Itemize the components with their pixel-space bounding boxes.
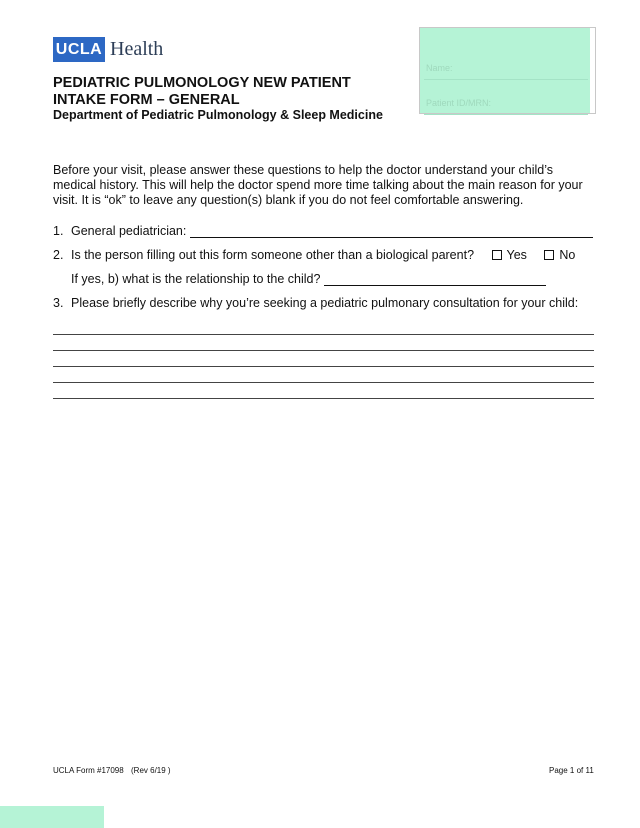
patient-id-label: Patient ID/MRN: [426, 98, 492, 108]
consultation-reason-line-1[interactable] [53, 334, 594, 335]
question-2-followup-text: If yes, b) what is the relationship to the child? [71, 272, 321, 286]
patient-name-line[interactable] [424, 79, 588, 80]
intro-paragraph: Before your visit, please answer these questions to help the doctor understand your child’s medical history. This will help the doctor spend more time talking about the main reason for your visit. It is “ok” to leave any question(s) blank if you do not feel comfortable answering. [53, 163, 583, 207]
no-label: No [559, 248, 576, 262]
patient-name-label: Name: [426, 63, 453, 73]
question-2-followup [71, 272, 546, 286]
yes-label: Yes [506, 248, 527, 262]
yes-checkbox[interactable] [492, 250, 502, 260]
question-3 [53, 296, 578, 310]
ucla-logo-badge: UCLA [53, 37, 105, 62]
barcode-field-fill [0, 806, 104, 828]
consultation-reason-line-3[interactable] [53, 366, 594, 367]
question-1 [53, 224, 593, 238]
consultation-reason-line-4[interactable] [53, 382, 594, 383]
option-yes[interactable] [492, 248, 527, 262]
pediatrician-input[interactable] [190, 237, 593, 238]
question-2 [53, 248, 575, 262]
patient-id-line[interactable] [424, 114, 588, 115]
department-subtitle: Department of Pediatric Pulmonology & Sleep Medicine [53, 108, 383, 122]
option-no[interactable] [544, 248, 575, 262]
form-title-line-1: PEDIATRIC PULMONOLOGY NEW PATIENT [53, 75, 351, 91]
form-title-line-2: INTAKE FORM – GENERAL [53, 92, 240, 108]
consultation-reason-line-2[interactable] [53, 350, 594, 351]
form-title [53, 75, 351, 109]
question-1-text: General pediatrician: [71, 224, 187, 238]
question-2-number: 2. [53, 248, 64, 262]
question-3-number: 3. [53, 296, 64, 310]
question-3-text: Please briefly describe why you’re seeking a pediatric pulmonary consultation for your child: [71, 296, 579, 310]
ucla-logo-word: Health [110, 38, 164, 60]
question-1-number: 1. [53, 224, 64, 238]
form-revision: (Rev 6/19 ) [131, 766, 171, 775]
patient-label-panel [419, 27, 596, 114]
form-number: UCLA Form #17098 [53, 766, 124, 775]
relationship-input[interactable] [324, 285, 546, 286]
page-number: Page 1 of 11 [549, 766, 594, 775]
no-checkbox[interactable] [544, 250, 554, 260]
consultation-reason-line-5[interactable] [53, 398, 594, 399]
question-2-text: Is the person filling out this form someone other than a biological parent? [71, 248, 475, 262]
